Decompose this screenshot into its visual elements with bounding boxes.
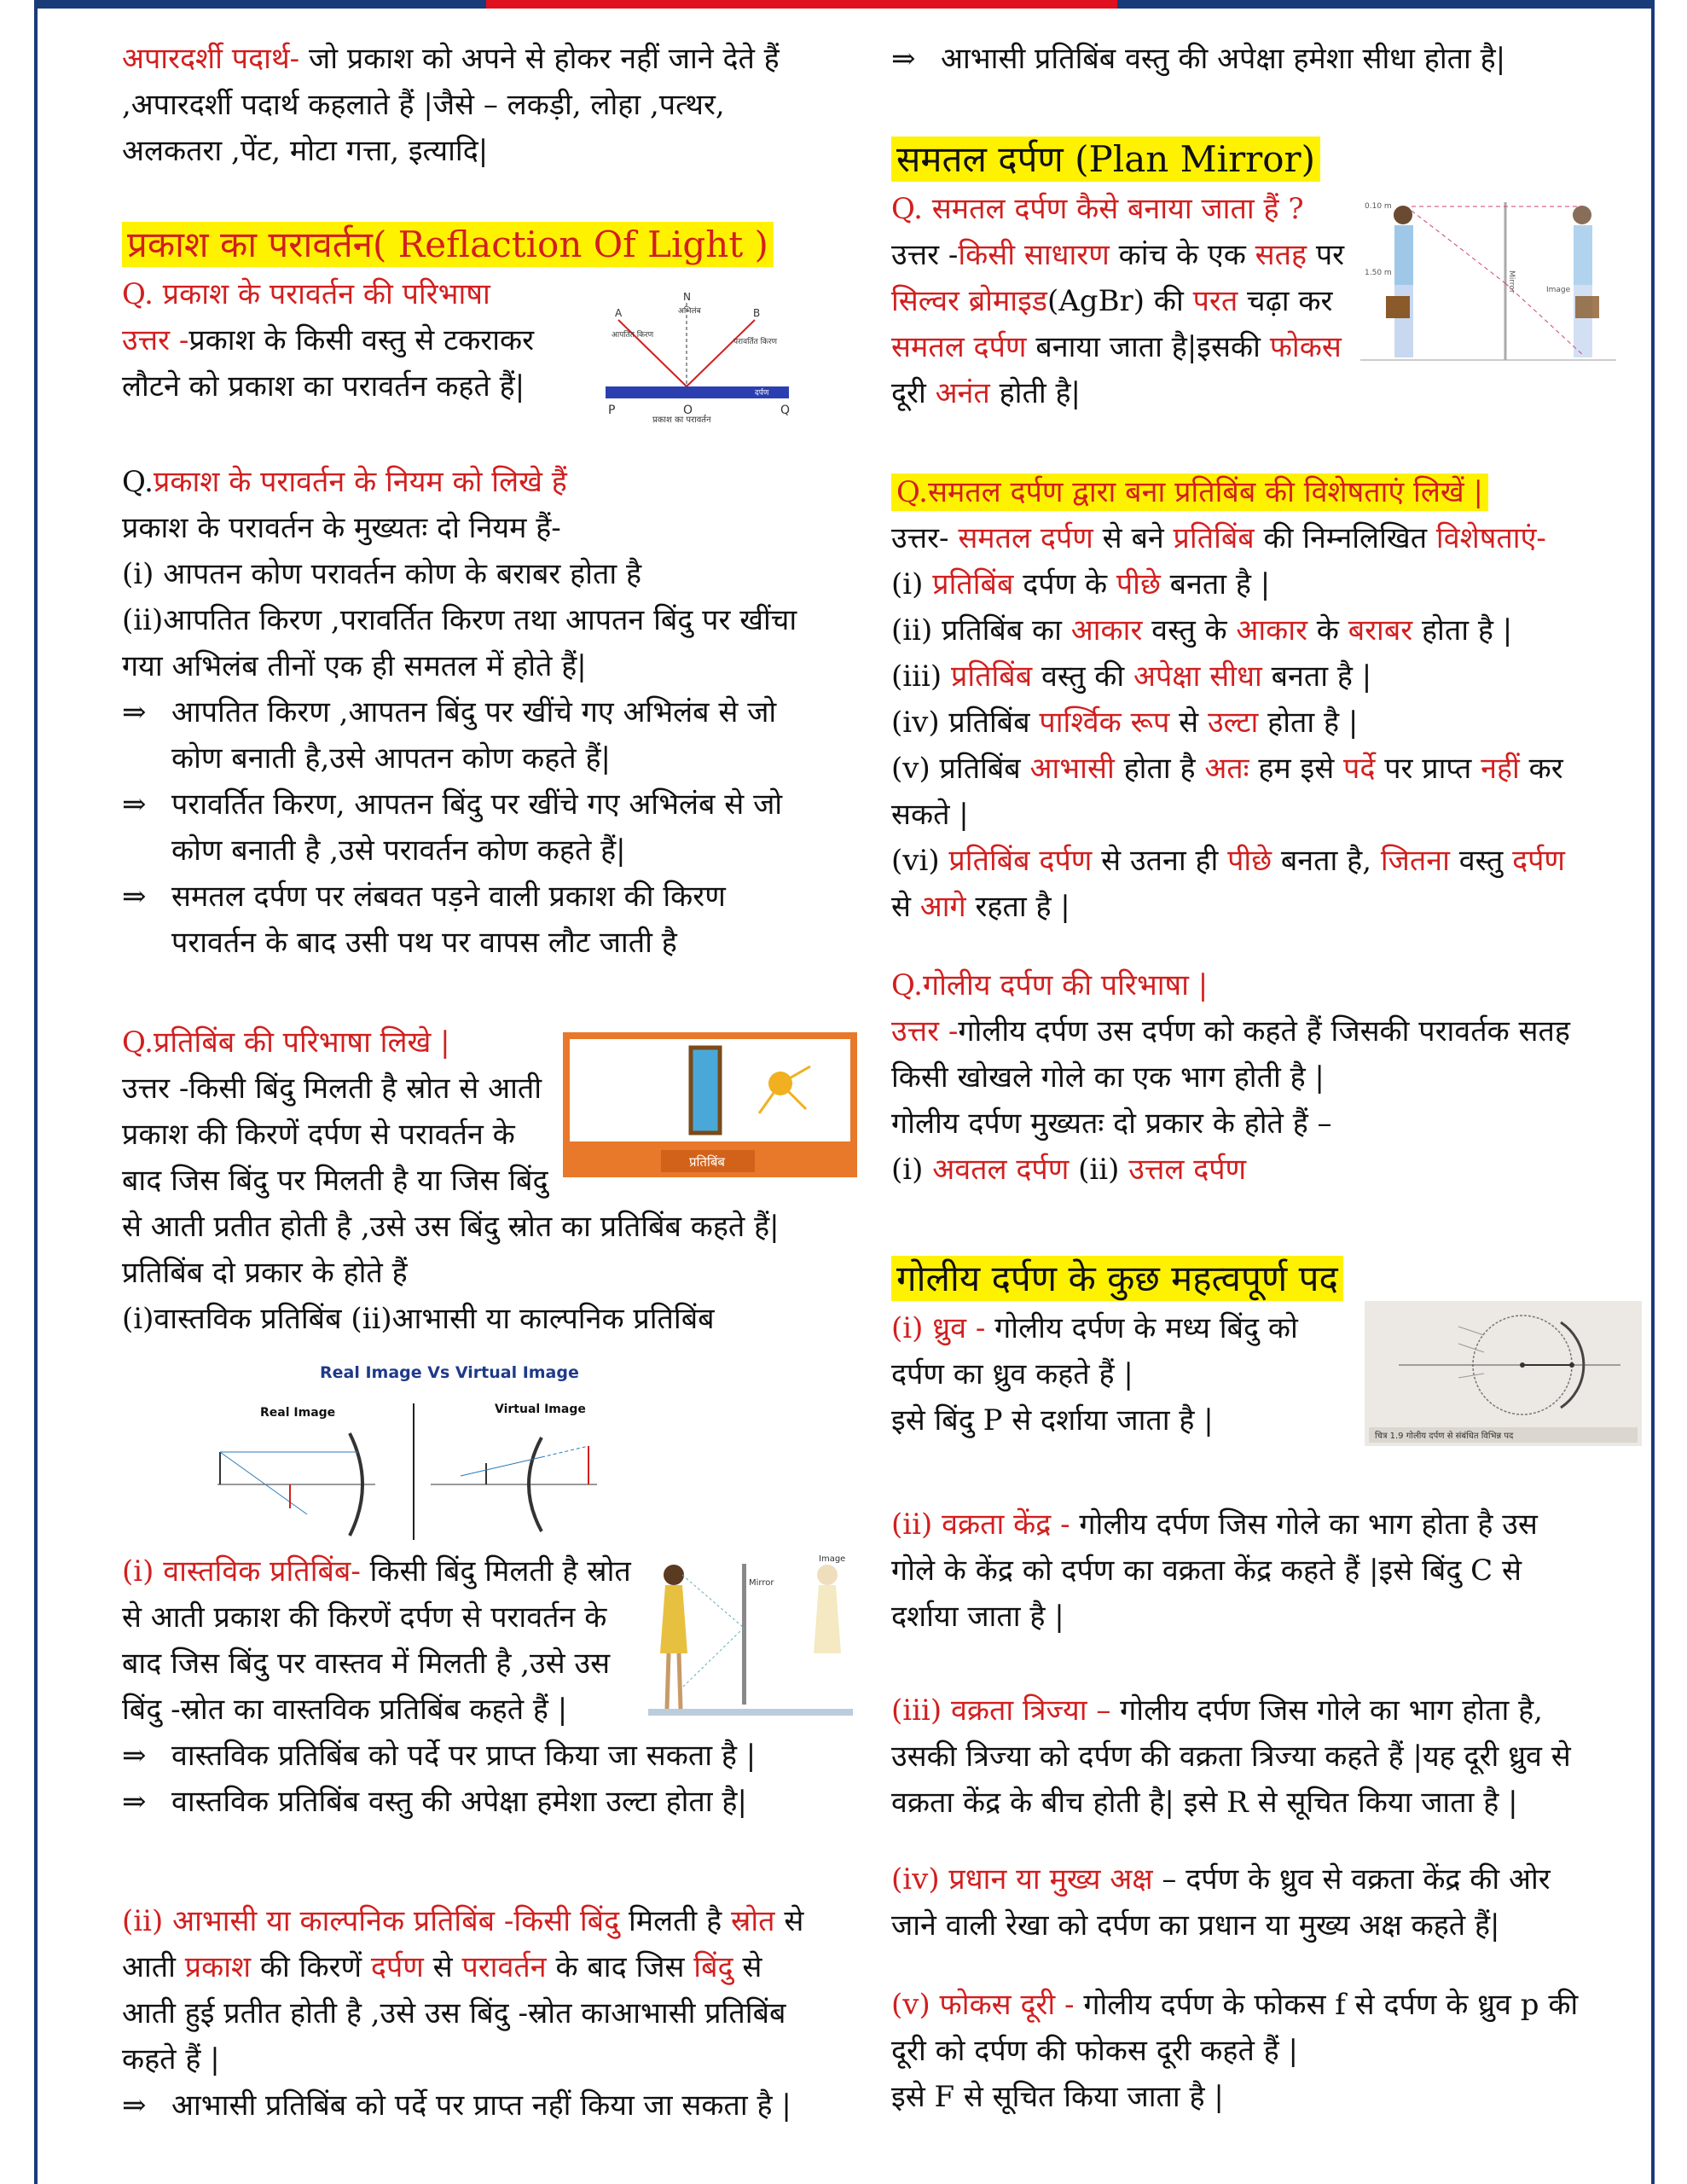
text: दर्पण के [1013, 567, 1116, 601]
text: परत [1192, 284, 1238, 318]
plane-question: Q. समतल दर्पण कैसे बनाया जाता हैं ? [891, 192, 1304, 226]
mirror-label: Mirror [1507, 270, 1516, 293]
text: से आती प्रतीत होती है ,उसे उस बिंदु स्रोत का प्रतिबिंब कहते हैं| [122, 1210, 780, 1244]
text: अवतल दर्पण [932, 1153, 1070, 1187]
text: बनता है, [1272, 844, 1381, 878]
real-vs-virtual-diagram [205, 1356, 631, 1553]
text: दूरी [891, 376, 936, 410]
text: प्रकाश के किसी वस्तु से टकराकर [188, 323, 535, 357]
text: (i) [891, 1153, 933, 1187]
virtual-term: (ii) आभासी या काल्पनिक प्रतिबिंब -किसी बिंदु [122, 1904, 620, 1938]
term-focal-section [891, 1982, 1578, 2120]
arrow-icon: ⇒ [891, 42, 916, 76]
text: की निम्नलिखित [1254, 521, 1436, 555]
right-border [1651, 0, 1655, 2184]
characteristics-question: Q.समतल दर्पण द्वारा बना प्रतिबिंब की विशेषताएं लिखें | [891, 473, 1488, 511]
text: ,अपारदर्शी पदार्थ कहलाते हैं |जैसे – लकड़ी, लोहा ,पत्थर, [122, 88, 725, 122]
text: जाने वाली रेखा को दर्पण का प्रधान या मुख्य अक्ष कहते हैं| [891, 1908, 1500, 1943]
text: की किरणें [251, 1950, 371, 1984]
text: उल्टा [1207, 706, 1259, 740]
text: होता है | [1412, 613, 1513, 648]
arrow-icon: ⇒ [122, 787, 147, 822]
image-question: Q.प्रतिबिंब की परिभाषा लिखे | [122, 1025, 450, 1060]
text: पर प्राप्त [1375, 752, 1481, 786]
text: वस्तु के [1142, 613, 1237, 648]
text: आकार [1070, 613, 1143, 648]
text: दूरी को दर्पण की फोकस दूरी कहते हैं | [891, 2034, 1298, 2068]
text: जितना [1380, 844, 1450, 878]
label-P: P [608, 404, 616, 417]
term-radius-section [891, 1687, 1571, 1826]
term-axis-section [891, 1856, 1551, 1949]
text: पीछे [1116, 567, 1161, 601]
label-A: A [615, 307, 623, 319]
person-head [1394, 206, 1412, 224]
arrow-icon: ⇒ [122, 695, 147, 729]
figure-bg [1365, 1301, 1642, 1446]
label-incident: आपतित किरण [612, 331, 654, 340]
text: प्रतिबिंब [950, 659, 1033, 694]
answer-label: उत्तर - [891, 1014, 959, 1048]
virtual-image-section [122, 1898, 803, 2129]
text: बिंदु [693, 1950, 733, 1984]
text: (iv) प्रतिबिंब [891, 706, 1040, 740]
term-pole: (i) ध्रुव - [891, 1311, 986, 1345]
text: – दर्पण के ध्रुव से वक्रता केंद्र की ओर [1152, 1862, 1551, 1896]
text: किसी बिंदु मिलती है स्रोत [360, 1554, 631, 1589]
text: प्रतिबिंब दर्पण [948, 844, 1093, 878]
text: गोलीय दर्पण के फोकस f से दर्पण के ध्रुव p की [1074, 1988, 1579, 2022]
text: दर्पण का ध्रुव कहते हैं | [891, 1357, 1133, 1391]
label-O: O [683, 404, 693, 417]
text: पार्श्विक रूप [1039, 706, 1170, 740]
text: किसी खोखले गोले का एक भाग होती है | [891, 1060, 1325, 1095]
text: वक्रता केंद्र के बीच होती है| इसे R से सूचित किया जाता है | [891, 1786, 1518, 1820]
text: प्रतिबिंब दो प्रकार के होते हैं [122, 1256, 408, 1290]
text: गोलीय दर्पण जिस गोले का भाग होता है उस [1070, 1507, 1538, 1542]
text: चढ़ा कर [1238, 284, 1333, 318]
char-2 [891, 607, 1565, 653]
text: बनाया जाता है|इसकी [1026, 330, 1270, 364]
plane-mirror-section [891, 135, 1344, 416]
figure-caption: चित्र 1.9 गोलीय दर्पण से संबंधित विभिन्न पद [1375, 1432, 1514, 1441]
label-N: N [683, 291, 691, 303]
term-radius: (iii) वक्रता त्रिज्या – [891, 1693, 1111, 1728]
label-Q: Q [780, 404, 791, 417]
char-3 [891, 653, 1565, 700]
text: से बने [1093, 521, 1174, 555]
laws-question: प्रकाश के परावर्तन के नियम को लिखे हैं [154, 465, 567, 499]
text: (iii) [891, 659, 951, 694]
text: समतल दर्पण [891, 330, 1027, 364]
opaque-term: अपारदर्शी पदार्थ- [122, 42, 300, 76]
char-1 [891, 561, 1565, 607]
text: से [1169, 706, 1208, 740]
opaque-section [122, 36, 780, 174]
text: विशेषताएं- [1435, 521, 1546, 555]
text: गोलीय दर्पण मुख्यतः दो प्रकार के होते हैं – [891, 1107, 1332, 1141]
char-6 [891, 838, 1565, 884]
text: कहते हैं | [122, 2042, 220, 2077]
spherical-terms-diagram [1365, 1301, 1642, 1446]
text: गया अभिलंब तीनों एक ही समतल में होते हैं| [122, 649, 587, 683]
char-4 [891, 700, 1565, 746]
text: आकार [1236, 613, 1307, 648]
text: आभासी [1029, 752, 1115, 786]
caption: प्रतिबिंब [689, 1154, 725, 1170]
text: परावर्तित किरण, आपतन बिंदु पर खींचे गए अभिलंब से जो [171, 787, 783, 822]
char-5 [891, 746, 1565, 792]
text: कांच के एक [1109, 238, 1255, 272]
plane-heading: समतल दर्पण (Plan Mirror) [891, 136, 1320, 182]
text: उत्तर - [891, 238, 959, 272]
text: (i)वास्तविक प्रतिबिंब (ii)आभासी या काल्पनिक प्रतिबिंब [122, 1302, 715, 1336]
arrow-icon: ⇒ [122, 1785, 147, 1819]
spherical-question: Q.गोलीय दर्पण की परिभाषा | [891, 968, 1209, 1002]
text: आभासी प्रतिबिंब को पर्दे पर प्राप्त नहीं किया जा सकता है | [171, 2088, 791, 2123]
text: समतल दर्पण [958, 521, 1093, 555]
text: अतः [1204, 752, 1249, 786]
text: से [423, 1950, 462, 1984]
text: बाद जिस बिंदु पर मिलती है या जिस बिंदु [122, 1164, 548, 1198]
text: के बाद जिस [546, 1950, 694, 1984]
text: से उतना ही [1092, 844, 1228, 878]
text: से [891, 890, 920, 924]
text: प्रकाश की किरणें दर्पण से परावर्तन के [122, 1118, 515, 1152]
text: आती हुई प्रतीत होती है ,उसे उस बिंदु -स्रोत काआभासी प्रतिबिंब [122, 1996, 786, 2030]
virtual-label: Virtual Image [495, 1403, 586, 1416]
answer-label: उत्तर - [122, 323, 189, 357]
text: प्रतिबिंब [932, 567, 1014, 601]
arrow-icon: ⇒ [122, 1739, 147, 1773]
real-label: Real Image [260, 1406, 336, 1420]
text: पर [1307, 238, 1345, 272]
label-B: B [753, 307, 761, 319]
text: (ii) प्रतिबिंब का [891, 613, 1071, 648]
terms-heading: गोलीय दर्पण के कुछ महत्वपूर्ण पद [891, 1256, 1343, 1301]
text: इसे बिंदु P से दर्शाया जाता है | [891, 1403, 1214, 1438]
text: किसी साधारण [958, 238, 1110, 272]
text: कोण बनाती है ,उसे परावर्तन कोण कहते हैं| [171, 834, 626, 868]
law-1: (i) आपतन कोण परावर्तन कोण के बराबर होता है [122, 557, 642, 591]
text: प्रकाश के परावर्तन के मुख्यतः दो नियम हैं- [122, 511, 561, 545]
height-label-2: 1.50 m [1365, 269, 1392, 277]
text: पर्दे [1343, 752, 1376, 786]
text: वास्तविक प्रतिबिंब वस्तु की अपेक्षा हमेशा उल्टा होता है| [171, 1785, 747, 1819]
text: आभासी प्रतिबिंब वस्तु की अपेक्षा हमेशा सीधा होता है| [941, 42, 1506, 76]
top-border [34, 0, 1653, 9]
reflection-heading: प्रकाश का परावर्तन( Reflaction Of Light ) [122, 222, 774, 267]
text: (ii) [1069, 1153, 1129, 1187]
text: सिल्वर ब्रोमाइड [891, 284, 1047, 318]
term-centre: (ii) वक्रता केंद्र - [891, 1507, 1070, 1542]
reflection-question: Q. प्रकाश के परावर्तन की परिभाषा [122, 277, 490, 311]
text: होती है| [989, 376, 1081, 410]
height-label-1: 0.10 m [1365, 202, 1392, 211]
text: पीछे [1227, 844, 1272, 878]
text: गोलीय दर्पण जिस गोले का भाग होता है, [1110, 1693, 1543, 1728]
text: हम इसे [1249, 752, 1344, 786]
text: Q. [122, 465, 154, 499]
text: परावर्तन [461, 1950, 547, 1984]
text: गोलीय दर्पण उस दर्पण को कहते हैं जिसकी परावर्तक सतह [958, 1014, 1570, 1048]
diagram-title: Real Image Vs Virtual Image [320, 1363, 579, 1382]
text: बिंदु -स्रोत का वास्तविक प्रतिबिंब कहते हैं | [122, 1693, 568, 1727]
text: जो प्रकाश को अपने से होकर नहीं जाने देते हैं [299, 42, 780, 76]
text: से आती प्रकाश की किरणें दर्पण से परावर्तन के [122, 1600, 607, 1635]
text: (i) [891, 567, 933, 601]
text: से [733, 1950, 762, 1984]
text: बनता है | [1160, 567, 1271, 601]
characteristics-section [891, 469, 1565, 930]
reflection-diagram [567, 286, 806, 427]
text: के [1307, 613, 1348, 648]
reflected-ray [687, 320, 755, 386]
text: दर्पण [1512, 844, 1566, 878]
diagram-caption: प्रकाश का परावर्तन [652, 415, 711, 425]
text: उत्तर- [891, 521, 959, 555]
text: वस्तु की [1032, 659, 1133, 694]
text: (v) प्रतिबिंब [891, 752, 1030, 786]
term-focal: (v) फोकस दूरी - [891, 1988, 1075, 2022]
text: अनंत [935, 376, 990, 410]
text: बनता है | [1261, 659, 1372, 694]
spherical-definition-section [891, 962, 1570, 1193]
text: परावर्तन के बाद उसी पथ पर वापस लौट जाती है [171, 926, 677, 960]
text: उत्तर -किसी बिंदु मिलती है स्रोत से आती [122, 1072, 542, 1106]
text: से [774, 1904, 804, 1938]
text: वस्तु [1449, 844, 1513, 878]
text: अलकतरा ,पेंट, मोटा गत्ता, इत्यादि| [122, 134, 489, 168]
text: (AgBr) की [1046, 284, 1193, 318]
text: होता है [1114, 752, 1205, 786]
text: बाद जिस बिंदु पर वास्तव में मिलती है ,उसे उस [122, 1647, 611, 1681]
text: बराबर [1348, 613, 1413, 648]
image-label: Image [1546, 286, 1571, 294]
text: नहीं [1481, 752, 1520, 786]
text: वास्तविक प्रतिबिंब को पर्दे पर प्राप्त किया जा सकता है | [171, 1739, 757, 1773]
term-centre-section [891, 1502, 1538, 1640]
image-label: Image [819, 1554, 846, 1564]
text: गोलीय दर्पण के मध्य बिंदु को [985, 1311, 1298, 1345]
top-border-red [486, 0, 1117, 9]
text: समतल दर्पण पर लंबवत पड़ने वाली प्रकाश की किरण [171, 880, 726, 914]
text: रहता है | [965, 890, 1070, 924]
arrow-icon: ⇒ [122, 880, 147, 914]
text: दर्शाया जाता है | [891, 1600, 1064, 1634]
label-mirror: दर्पण [755, 389, 769, 398]
briefcase [1386, 296, 1410, 318]
mirror-label: Mirror [749, 1578, 774, 1588]
real-term: (i) वास्तविक प्रतिबिंब- [122, 1554, 361, 1589]
text: कोण बनाती है,उसे आपतन कोण कहते हैं| [171, 741, 611, 775]
left-border [34, 0, 38, 2184]
label-normal: अभिलंब [678, 307, 701, 316]
virtual-note-cont [891, 36, 1505, 82]
incident-ray [618, 320, 687, 386]
text: आती [122, 1950, 185, 1984]
text: फोकस [1269, 330, 1342, 364]
plane-mirror-diagram [1360, 189, 1616, 381]
text: होता है | [1258, 706, 1359, 740]
text: (vi) [891, 844, 949, 878]
text: सकते | [891, 798, 969, 832]
text: उत्तल दर्पण [1128, 1153, 1247, 1187]
pratibimb-illustration [563, 1032, 857, 1177]
terms-section [891, 1254, 1343, 1443]
law-2: (ii)आपतित किरण ,परावर्तित किरण तथा आपतन बिंदु पर खींचा [122, 603, 797, 637]
laws-section [122, 459, 797, 966]
term-axis: (iv) प्रधान या मुख्य अक्ष [891, 1862, 1153, 1896]
text: स्रोत [731, 1904, 775, 1938]
text: अपेक्षा सीधा [1133, 659, 1262, 694]
person-body [1394, 225, 1413, 285]
text: गोले के केंद्र को दर्पण का वक्रता केंद्र कहते हैं |इसे बिंदु C से [891, 1554, 1522, 1588]
text: मिलती है [619, 1904, 731, 1938]
text: उसकी त्रिज्या को दर्पण की वक्रता त्रिज्या कहते हैं |यह दूरी ध्रुव से [891, 1740, 1571, 1774]
mirror-icon [691, 1048, 720, 1133]
text: सतह [1255, 238, 1307, 272]
text: इसे F से सूचित किया जाता है | [891, 2080, 1224, 2114]
text: प्रकाश [184, 1950, 252, 1984]
label-reflected: परावर्तित किरण [733, 338, 778, 346]
real-image-section [122, 1548, 756, 1825]
text: आगे [919, 890, 966, 924]
text: आपतित किरण ,आपतन बिंदु पर खींचे गए अभिलंब से जो [171, 695, 777, 729]
text: प्रतिबिंब [1173, 521, 1255, 555]
arrow-icon: ⇒ [122, 2088, 147, 2123]
text: लौटने को प्रकाश का परावर्तन कहते हैं| [122, 369, 525, 404]
text: कर [1519, 752, 1563, 786]
text: दर्पण [370, 1950, 424, 1984]
